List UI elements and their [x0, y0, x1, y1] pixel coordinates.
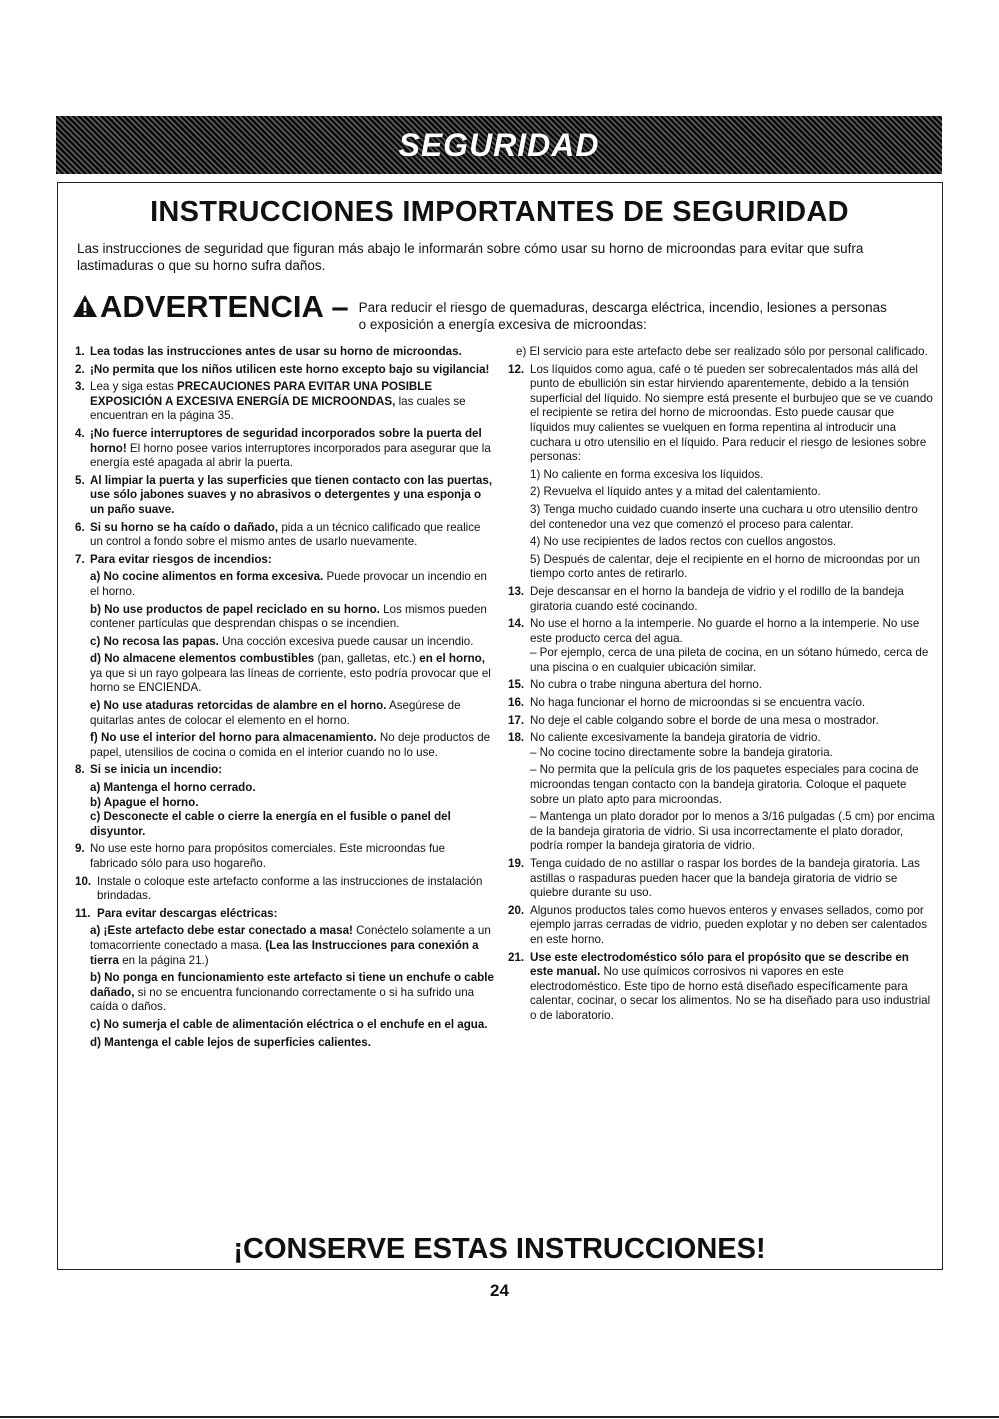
sub-item — [90, 652, 495, 696]
item-text-bold: Use este electrodoméstico sólo para el propósito que se describe en este manual. — [530, 950, 909, 979]
sub-item: c) No sumerja el cable de alimentación eléctrica o el enchufe en el agua. — [90, 1017, 488, 1031]
sub-item-bold: a) ¡Este artefacto debe estar conectado a masa! — [90, 924, 353, 938]
list-item — [508, 617, 935, 646]
sub-item: – Por ejemplo, cerca de una pileta de cocina, en un sótano húmedo, cerca de una piscina o en cualquier ubicación similar. — [530, 646, 929, 674]
item-text: Deje descansar en el horno la bandeja de vidrio y el rodillo de la bandeja giratoria cuando esté cocinando. — [530, 584, 904, 613]
warning-desc-line-2: o exposición a energía excesiva de microondas: — [358, 317, 647, 332]
sub-item-bold: a) No cocine alimentos en forma excesiva. — [90, 570, 324, 584]
sub-item — [90, 699, 495, 728]
list-item — [508, 678, 935, 693]
item-text: pida a un técnico calificado que realice un control a fondo sobre el mismo antes de usarlo nuevamente. — [90, 520, 481, 549]
sub-item-text: Conéctelo solamente a un tomacorriente conectado a masa. — [90, 924, 491, 952]
item-text: Los líquidos como agua, café o té pueden ser sobrecalentados más allá del punto de ebullición sin estar hirviendo aparentemente, debido a la tensión superficial del líquido. No siempre está presente el burbujeo que se ve cuando el recipiente se retira del horno de microondas. Esto puede causar que líquidos muy calientes se vuelquen en forma repentina al introducir una cuchara u otro utensilio en el líquido. Para reducir el riesgo de lesiones sobre personas: — [530, 362, 933, 464]
warning-block — [72, 290, 942, 333]
list-item — [75, 345, 495, 360]
item-text: Instale o coloque este artefacto conforme a las instrucciones de instalación brindadas. — [97, 874, 483, 903]
item-number: 5. — [75, 473, 85, 487]
item-number: 10. — [75, 874, 92, 888]
list-item — [75, 474, 495, 518]
item-number: 20. — [508, 903, 525, 917]
list-item — [508, 363, 935, 465]
list-item — [508, 904, 935, 948]
sub-item — [90, 570, 495, 599]
list-item — [75, 380, 495, 424]
item-number: 11. — [75, 906, 91, 920]
item-text: No use este horno para propósitos comerciales. Este microondas fue fabricado sólo para uso hogareño. — [90, 842, 446, 870]
banner-title: SEGURIDAD — [398, 126, 600, 163]
list-item — [508, 731, 935, 746]
sub-item — [90, 603, 495, 632]
item-text-bold: ¡No fuerce interruptores de seguridad incorporados sobre la puerta del horno! — [90, 426, 482, 455]
item-text: ¡No permita que los niños utilicen este horno excepto bajo su vigilancia! — [90, 362, 490, 376]
item-text: Algunos productos tales como huevos enteros y envases sellados, como por ejemplo jarras cerradas de vidrio, pueden explotar y no deben ser calentados en este horno. — [530, 903, 928, 946]
sub-item: – No permita que la película gris de los paquetes especiales para cocina de microondas tengan contacto con la bandeja giratoria. Coloque el paquete sobre un plato apto para microondas. — [530, 763, 919, 806]
item-text: Si se inicia un incendio: — [90, 763, 223, 777]
sub-item — [90, 635, 495, 650]
sub-item-text: (pan, galletas, etc.) — [314, 652, 420, 666]
item-number: 14. — [508, 617, 525, 631]
footer-title: ¡CONSERVE ESTAS INSTRUCCIONES! — [233, 1233, 766, 1265]
sub-item: 4) No use recipientes de lados rectos con cuellos angostos. — [530, 535, 837, 549]
page-number: 24 — [490, 1281, 509, 1300]
list-item — [75, 842, 495, 871]
item-text-bold: Si su horno se ha caído o dañado, — [90, 520, 279, 534]
item-text-bold: PRECAUCIONES PARA EVITAR UNA POSIBLE EXPOSICIÓN A EXCESIVA ENERGÍA DE MICROONDAS, — [90, 380, 433, 408]
item-number: 6. — [75, 520, 85, 534]
item-text: Lea todas las instrucciones antes de usar su horno de microondas. — [90, 345, 462, 358]
item-number: 2. — [75, 362, 85, 376]
item-number: 1. — [75, 345, 85, 358]
item-number: 7. — [75, 552, 85, 566]
list-item — [508, 585, 935, 614]
item-number: 21. — [508, 950, 525, 964]
list-item — [75, 427, 495, 471]
sub-item — [90, 731, 495, 760]
item-number: 12. — [508, 362, 525, 376]
sub-item-text: si no se encuentra funcionando correctamente o si ha sufrido una caída o daños. — [90, 985, 475, 1014]
sub-item-text: en la página 21.) — [119, 953, 209, 967]
sub-item: 5) Después de calentar, deje el recipiente en el horno de microondas por un tiempo corto antes de retirarlo. — [530, 552, 920, 581]
sub-item: – Mantenga un plato dorador por lo menos a 3/16 pulgadas (.5 cm) por encima de la bandeja giratoria de vidrio. Si usa incorrectamente el plato dorador, podría romper la bandeja giratoria de vidrio. — [530, 810, 935, 853]
item-text: Para evitar descargas eléctricas: — [97, 906, 278, 920]
item-number: 19. — [508, 857, 525, 870]
left-column — [75, 345, 495, 1053]
item-text: las cuales se encuentran en la página 35. — [90, 394, 466, 423]
bottom-rule — [0, 1416, 999, 1418]
item-number: 13. — [508, 584, 525, 598]
sub-item-bold: b) No ponga en funcionamiento este artefacto si tiene un enchufe o cable dañado, — [90, 971, 494, 999]
item-number: 15. — [508, 678, 525, 692]
sub-item: 1) No caliente en forma excesiva los líquidos. — [530, 467, 764, 481]
page-title: INSTRUCCIONES IMPORTANTES DE SEGURIDAD — [150, 196, 849, 228]
sub-item — [90, 971, 495, 1015]
item-text: No use químicos corrosivos ni vapores en este electrodoméstico. Este tipo de horno está diseñado específicamente para calentar, cocinar, o secar los alimentos. No se ha diseñado para uso industrial o de laboratorio. — [530, 965, 931, 1022]
sub-item-bold: (Lea las Instrucciones para conexión a tierra — [90, 938, 479, 967]
list-item — [508, 696, 935, 711]
sub-item-text: Los mismos pueden contener partículas que desprendan chispas o se incendien. — [90, 602, 487, 631]
sub-item: 3) Tenga mucho cuidado cuando inserte una cuchara u otro utensilio dentro del contenedor una vez que comenzó el proceso para calentar. — [530, 502, 918, 531]
list-item — [508, 951, 935, 1024]
item-text: No use el horno a la intemperie. No guarde el horno a la intemperie. No use este producto cerca del agua. — [530, 617, 920, 645]
item-number: 3. — [75, 380, 85, 394]
warning-triangle-icon — [72, 294, 98, 318]
sub-item-text: Una cocción excesiva puede causar un incendio. — [218, 634, 474, 648]
warning-desc-line-1: Para reducir el riesgo de quemaduras, descarga eléctrica, incendio, lesiones a personas — [358, 300, 887, 315]
item-text: No haga funcionar el horno de microondas si se encuentra vacío. — [530, 696, 866, 710]
sub-item-text: No deje productos de papel, utensilios de cocina o comida en el interior cuando no lo use. — [90, 731, 491, 759]
sub-item: 2) Revuelva el líquido antes y a mitad del calentamiento. — [530, 485, 821, 499]
sub-item-bold: b) No use productos de papel reciclado en su horno. — [90, 602, 380, 616]
sub-item-text: Puede provocar un incendio en el horno. — [90, 570, 487, 598]
item-number: 8. — [75, 763, 85, 777]
sub-item: b) Apague el horno. — [90, 795, 199, 809]
section-banner — [56, 116, 942, 174]
right-column — [508, 345, 935, 1027]
sub-item-text: ya que si un rayo golpeara las líneas de corriente, esto podría provocar que el horno se ENCIENDA. — [90, 666, 491, 695]
item-text: El horno posee varios interruptores incorporados para asegurar que la energía esté apagada al abrir la puerta. — [90, 441, 491, 470]
sub-item: e) El servicio para este artefacto debe ser realizado sólo por personal calificado. — [516, 345, 928, 358]
item-text: Tenga cuidado de no astillar o raspar los bordes de la bandeja giratoria. Las astillas o raspaduras pueden hacer que la bandeja giratoria de vidrio se quiebre durante su uso. — [530, 857, 920, 900]
sub-item-bold: c) No recosa las papas. — [90, 634, 219, 648]
item-text: Para evitar riesgos de incendios: — [90, 552, 272, 566]
sub-item — [90, 924, 495, 968]
list-item — [508, 857, 935, 901]
item-text: Lea y siga estas — [90, 380, 178, 394]
warning-title: ADVERTENCIA – — [100, 289, 349, 324]
item-number: 18. — [508, 731, 525, 745]
sub-item: c) Desconecte el cable o cierre la energía en el fusible o panel del disyuntor. — [90, 810, 451, 838]
list-item — [75, 553, 495, 568]
warning-description — [359, 290, 887, 333]
item-number: 17. — [508, 713, 525, 727]
sub-item-bold: d) No almacene elementos combustibles — [90, 652, 315, 666]
sub-item-bold: e) No use ataduras retorcidas de alambre en el horno. — [90, 699, 387, 713]
item-text: No deje el cable colgando sobre el borde de una mesa o mostrador. — [530, 713, 879, 727]
sub-item-bold: f) No use el interior del horno para almacenamiento. — [90, 731, 377, 745]
sub-item-text: Asegúrese de quitarlas antes de colocar el elemento en el horno. — [90, 699, 461, 727]
sub-item: – No cocine tocino directamente sobre la bandeja giratoria. — [530, 745, 833, 759]
item-text: No cubra o trabe ninguna abertura del horno. — [530, 678, 763, 692]
list-item — [75, 363, 495, 378]
item-number: 9. — [75, 842, 85, 856]
list-item — [75, 875, 495, 904]
list-item — [75, 521, 495, 550]
sub-item: a) Mantenga el horno cerrado. — [90, 781, 256, 795]
sub-item: d) Mantenga el cable lejos de superficies calientes. — [90, 1035, 371, 1049]
item-text: No caliente excesivamente la bandeja giratoria de vidrio. — [530, 731, 821, 745]
intro-text: Las instrucciones de seguridad que figuran más abajo le informarán sobre cómo usar su horno de microondas para evitar que sufra lastimaduras o que su horno sufra daños. — [77, 241, 864, 273]
item-number: 4. — [75, 426, 85, 440]
item-text: Al limpiar la puerta y las superficies que tienen contacto con las puertas, use sólo jabones suaves y no abrasivos o detergentes y una esponja o un paño suave. — [90, 473, 493, 516]
list-item — [75, 763, 495, 778]
warning-heading — [72, 290, 349, 324]
list-item — [508, 714, 935, 729]
item-number: 16. — [508, 696, 525, 710]
sub-item-bold: en el horno, — [419, 652, 485, 666]
list-item — [75, 907, 495, 922]
